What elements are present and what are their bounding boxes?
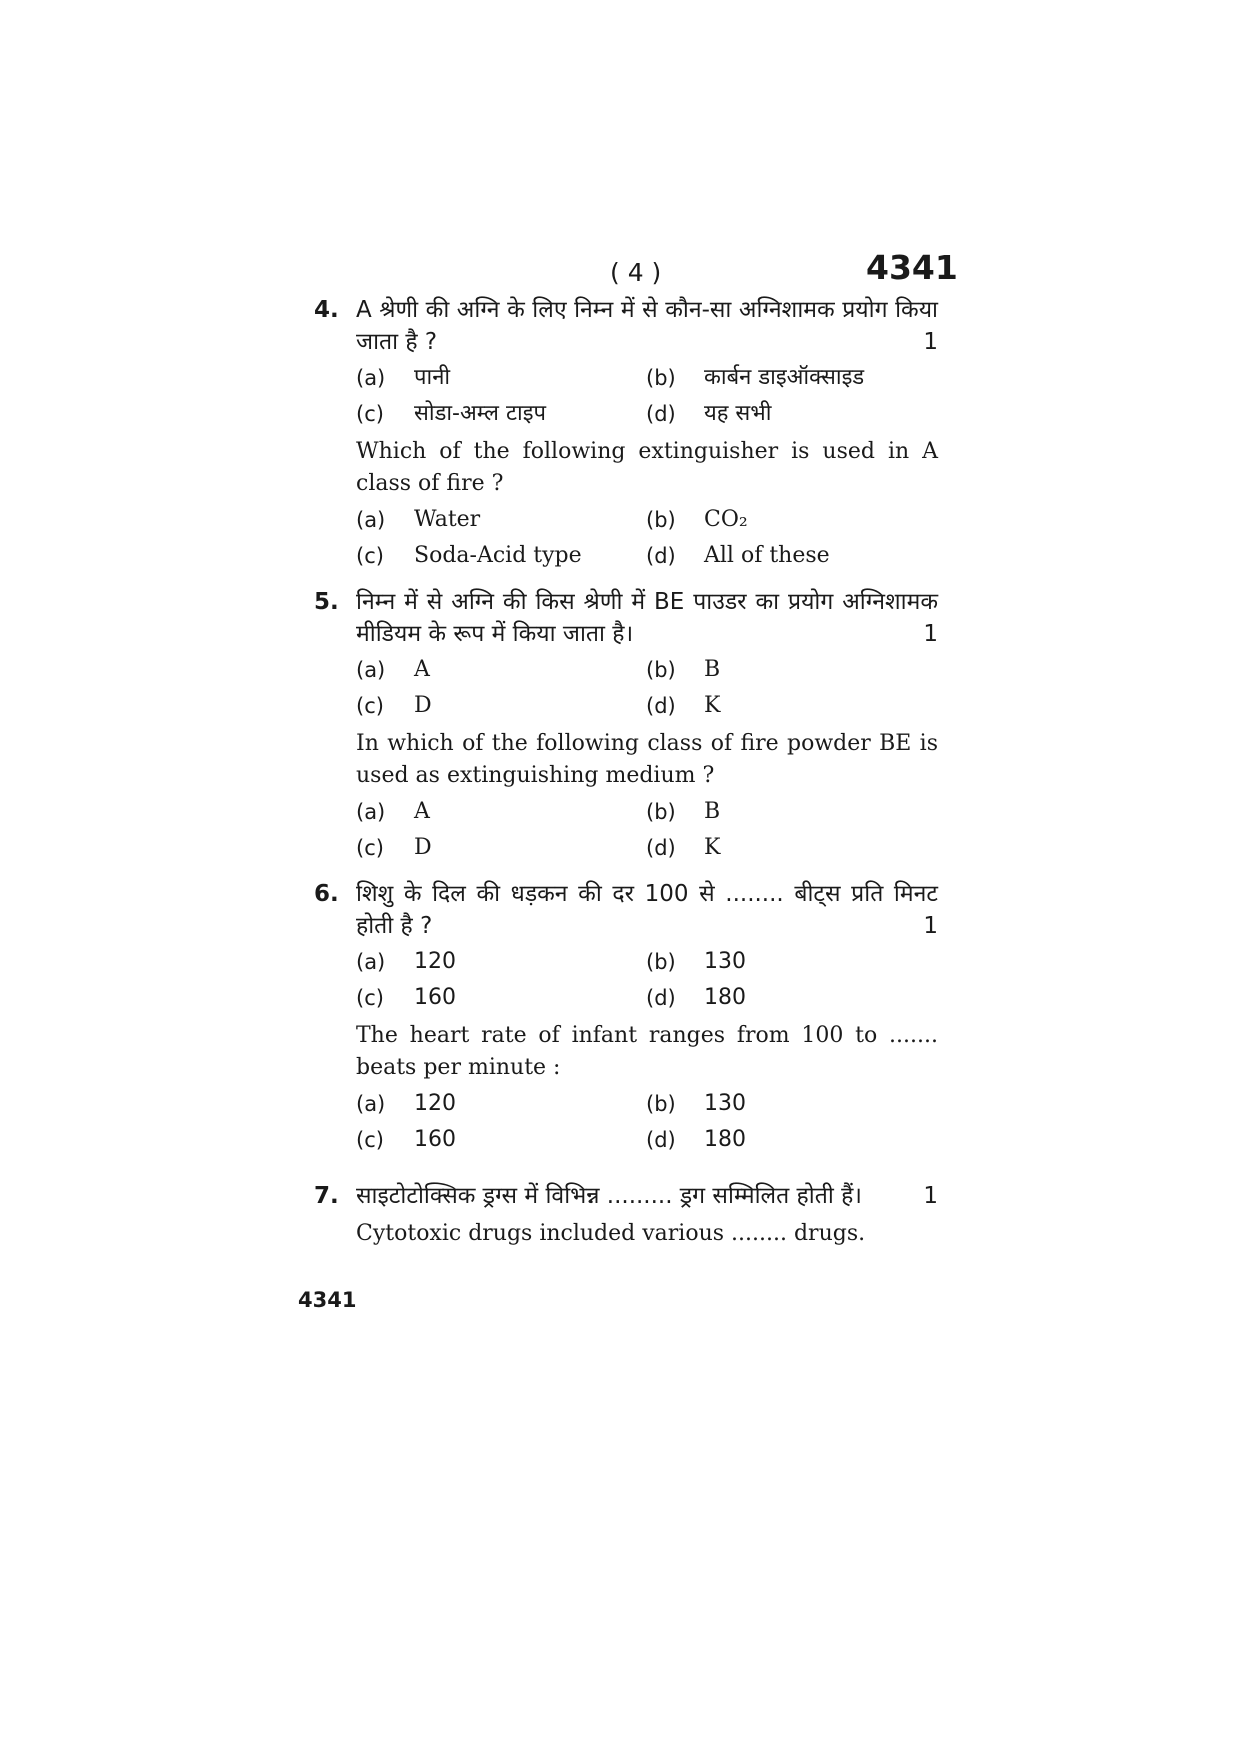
question-hindi-text: निम्न में से अग्नि की किस श्रेणी में BE पाउडर का प्रयोग अग्निशामक मीडियम के रूप में किया जाता है। [356,589,938,647]
question-number: 7. [314,1183,339,1209]
option-c [356,1124,646,1156]
option-a [356,1088,646,1120]
option-text: 130 [704,1091,746,1116]
option-text: A [414,799,430,824]
option-text: Water [414,507,481,532]
option-d [646,398,936,430]
options-hindi [356,362,938,430]
question-7 [314,1180,938,1250]
option-label: (b) [646,1092,676,1116]
option-label: (a) [356,508,386,532]
question-text-english: Cytotoxic drugs included various ........ drugs. [356,1221,866,1246]
option-label: (b) [646,950,676,974]
option-text: B [704,799,721,824]
option-text: A [414,657,430,682]
option-c [356,832,646,864]
paper-code-header: 4341 [866,248,958,287]
option-label: (c) [356,986,384,1010]
option-b [646,654,936,686]
option-text: यह सभी [704,401,772,426]
option-label: (b) [646,658,676,682]
page-number: ( 4 ) [610,258,662,287]
marks: 1 [923,621,938,647]
question-text-hindi [356,586,938,650]
question-number: 4. [314,297,339,323]
option-label: (b) [646,366,676,390]
option-label: (c) [356,836,384,860]
option-b [646,362,936,394]
option-text: 130 [704,949,746,974]
option-label: (c) [356,694,384,718]
option-text: 120 [414,949,456,974]
option-label: (d) [646,544,676,568]
question-5 [314,586,938,870]
option-text: सोडा-अम्ल टाइप [414,401,547,426]
option-text: B [704,657,721,682]
option-label: (d) [646,836,676,860]
option-text: D [414,835,432,860]
option-label: (b) [646,800,676,824]
option-text: 120 [414,1091,456,1116]
option-c [356,398,646,430]
options-hindi [356,654,938,722]
question-text-english: Which of the following extinguisher is used in A class of fire ? [356,439,938,496]
question-4 [314,294,938,578]
question-text-hindi [356,878,938,942]
option-text: 160 [414,1127,456,1152]
option-a [356,796,646,828]
option-text: 180 [704,985,746,1010]
question-text-hindi [356,294,938,358]
question-hindi-text: A श्रेणी की अग्नि के लिए निम्न में से कौन-सा अग्निशामक प्रयोग किया जाता है ? [356,297,938,355]
option-text: 180 [704,1127,746,1152]
option-a [356,504,646,536]
question-text-english: In which of the following class of fire powder BE is used as extinguishing medium ? [356,731,938,788]
option-b [646,796,936,828]
option-label: (c) [356,402,384,426]
option-text: पानी [414,365,451,390]
paper-code-footer: 4341 [298,1288,357,1312]
option-d [646,982,936,1014]
option-label: (a) [356,1092,386,1116]
question-number: 5. [314,589,339,615]
option-d [646,540,936,572]
option-label: (d) [646,402,676,426]
marks: 1 [923,329,938,355]
option-label: (d) [646,986,676,1010]
option-text: All of these [704,543,830,568]
option-b [646,946,936,978]
option-d [646,832,936,864]
option-label: (a) [356,950,386,974]
question-hindi-text: साइटोटोक्सिक ड्रग्स में विभिन्न ......... ड्रग सम्मिलित होती हैं। [356,1183,863,1209]
options-hindi [356,946,938,1014]
option-text: कार्बन डाइऑक्साइड [704,365,865,390]
option-label: (d) [646,1128,676,1152]
option-c [356,690,646,722]
options-english [356,796,938,864]
question-text-hindi [356,1180,938,1212]
option-text: Soda-Acid type [414,543,582,568]
options-english [356,1088,938,1156]
option-d [646,690,936,722]
options-english [356,504,938,572]
option-text: K [704,835,721,860]
marks: 1 [923,1183,938,1209]
option-label: (c) [356,544,384,568]
question-hindi-text: शिशु के दिल की धड़कन की दर 100 से ........ बीट्स प्रति मिनट होती है ? [356,881,938,939]
option-a [356,654,646,686]
option-label: (a) [356,800,386,824]
option-text: CO₂ [704,507,748,532]
option-label: (c) [356,1128,384,1152]
option-label: (a) [356,658,386,682]
option-text: 160 [414,985,456,1010]
option-c [356,982,646,1014]
question-6 [314,878,938,1162]
option-text: K [704,693,721,718]
option-d [646,1124,936,1156]
marks: 1 [923,913,938,939]
question-text-english: The heart rate of infant ranges from 100 to ....... beats per minute : [356,1023,938,1080]
option-b [646,504,936,536]
option-a [356,946,646,978]
option-label: (a) [356,366,386,390]
option-label: (d) [646,694,676,718]
option-text: D [414,693,432,718]
option-label: (b) [646,508,676,532]
option-a [356,362,646,394]
option-b [646,1088,936,1120]
option-c [356,540,646,572]
question-number: 6. [314,881,339,907]
